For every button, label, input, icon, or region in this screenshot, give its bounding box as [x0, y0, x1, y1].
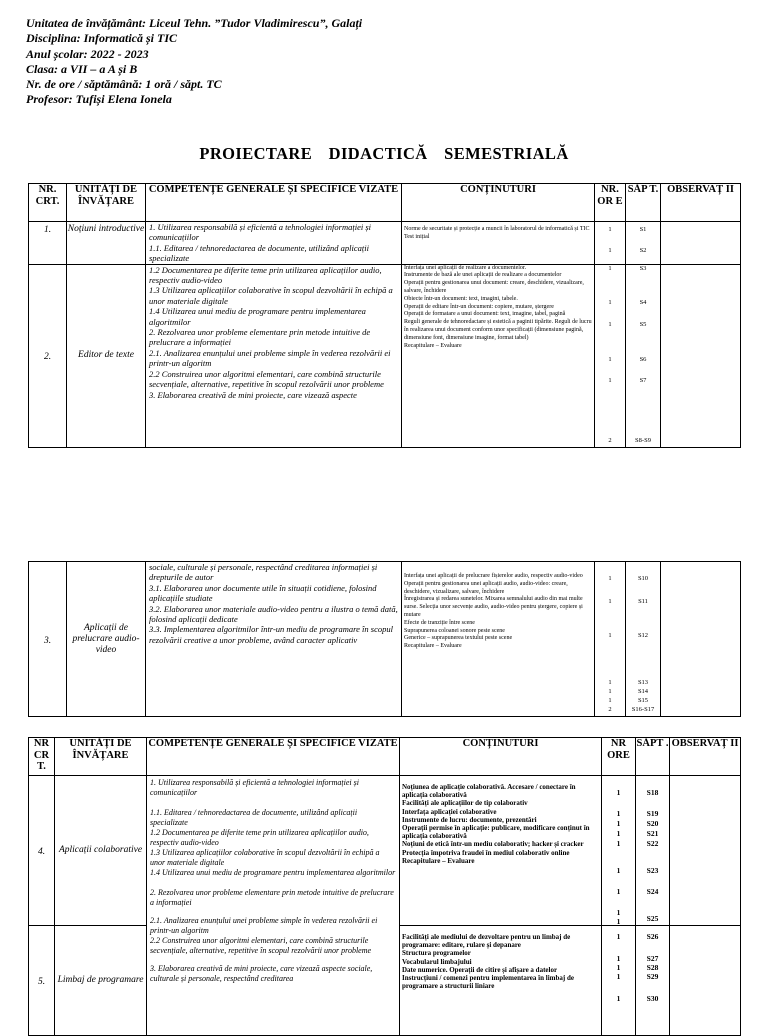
contents-cell [402, 562, 595, 717]
learning-unit: Aplicații de prelucrare audio-video [67, 562, 146, 717]
planning-table-3 [28, 737, 741, 1036]
column-header-hours: NR ORE [602, 738, 636, 776]
week-cell [636, 926, 670, 1036]
week-value: S10 [637, 575, 649, 582]
column-header-competences: COMPETENȚE GENERALE ȘI SPECIFICE VIZATE [147, 738, 400, 776]
table-row [29, 222, 741, 265]
content-item: Structura programelor [402, 949, 471, 958]
contents-cell [402, 222, 595, 265]
observations-cell [661, 222, 741, 265]
hours-value: 1 [608, 632, 612, 639]
competence-item: 1.3 Utilizarea aplicațiilor colaborative în scopul dezvoltării în echipă a unor materiale digitale [149, 285, 393, 306]
hours-value: 1 [608, 376, 612, 384]
content-item: Suprapunerea coloanei sonore peste scene [404, 627, 505, 634]
competence-item: 2.2 Construirea unor algoritmi elementari, care combină structurile secvențiale, alternative, repetitive în scopul rezolvării unor probleme [149, 368, 384, 390]
week-value: S19 [646, 809, 659, 818]
hours-value: 1 [616, 839, 621, 848]
week-value: S22 [646, 839, 659, 848]
content-item: Operații pentru gestionarea unei aplicații audio, audio-video: creare, deschidere, vizualizare, salvare, închidere [404, 580, 568, 595]
hours-value: 1 [608, 320, 612, 328]
competence-item: sociale, culturale și personale, respectând creditarea informației și drepturile de autor [149, 562, 378, 583]
week-value: S18 [646, 788, 659, 797]
column-header-contents: CONȚINUTURI [402, 184, 595, 222]
week-value: S1 [639, 226, 647, 233]
discipline-line: Disciplina: Informatică și TIC [26, 31, 178, 46]
table-row [29, 776, 741, 926]
observations-cell [661, 562, 741, 717]
table-row [29, 264, 741, 447]
table-row [29, 562, 741, 717]
week-value: S23 [646, 866, 659, 875]
content-item: Înregistrarea și redarea sunetelor. Mixarea semnalului audio din mai multe surse. Selecția unor secvențe audio, audio-video pentru ștergere, copiere și mutare [404, 596, 583, 618]
content-item: Recapitulare – Evaluare [404, 643, 462, 650]
content-item: Instrumente de bază ale unei aplicații de realizare a documentelor [404, 272, 562, 279]
column-header-unit: UNITĂȚI DE ÎNVĂȚARE [67, 184, 146, 222]
column-header-contents: CONȚINUTURI [400, 738, 602, 776]
content-item: Recapitulare – Evaluare [402, 856, 475, 865]
learning-unit: Aplicații colaborative [55, 776, 147, 926]
competences-cell [146, 562, 402, 717]
competences-cell [146, 222, 402, 265]
week-value: S4 [639, 298, 647, 306]
competence-item: 1.1. Editarea / tehnoredactarea de documente, utilizând aplicații specializate [150, 808, 358, 827]
contents-cell [400, 776, 602, 926]
hours-value: 1 [608, 575, 612, 582]
learning-unit: Limbaj de programare [55, 926, 147, 1036]
hours-line: Nr. de ore / săptămână: 1 oră / săpt. TC [26, 77, 222, 92]
hours-value: 1 [616, 887, 621, 896]
document-header [26, 16, 362, 108]
learning-unit: Editor de texte [67, 264, 146, 447]
school-line: Unitatea de învățământ: Liceul Tehn. ”Tudor Vladimirescu”, Galați [26, 16, 363, 30]
week-value: S24 [646, 887, 659, 896]
content-item: Facilități ale aplicațiilor de tip colaborativ [402, 799, 528, 808]
competence-item: 3. Elaborarea creativă de mini proiecte, care vizează aspecte sociale, culturale și personale, respectând creditarea [150, 964, 373, 983]
school-year-line: Anul școlar: 2022 - 2023 [26, 46, 149, 61]
row-number: 1. [29, 222, 67, 265]
week-value: S13 [637, 679, 649, 686]
hours-value: 1 [616, 963, 621, 972]
class-line: Clasa: a VII – a A și B [26, 61, 138, 76]
hours-value: 1 [616, 917, 621, 926]
competence-item: 2.1. Analizarea enunțului unei probleme simple în vederea rezolvării ei printr-un algoritm [149, 347, 391, 369]
week-value: S30 [646, 994, 659, 1003]
week-value: S5 [639, 320, 647, 328]
content-item: Operații de editare într-un document: copiere, mutare, ștergere [404, 303, 554, 310]
week-value: S27 [646, 954, 659, 963]
competence-item: 1.3 Utilizarea aplicațiilor colaborative în scopul dezvoltării în echipă a unor materiale digitale [150, 848, 380, 867]
row-number: 3. [29, 562, 67, 717]
column-header-hours: NR. OR E [595, 184, 626, 222]
competence-item: 1.1. Editarea / tehnoredactarea de documente, utilizând aplicații specializate [149, 242, 370, 264]
week-value: S15 [637, 697, 649, 704]
week-cell [626, 222, 661, 265]
competence-item: 2.2 Construirea unor algoritmi elementari, care combină structurile secvențiale, alternative, repetitive în scopul rezolvării unor probleme [150, 936, 372, 955]
content-item: Reguli generale de tehnoredactare și estetică a paginii tipărite. Reguli de lucru în realizarea unui document conform unor specificații (dimensiune pagină, dimensiune font, dimensiune imagine, format tabel) [404, 319, 592, 341]
table-header-row [29, 738, 741, 776]
week-value: S20 [646, 819, 659, 828]
learning-unit: Noțiuni introductive [67, 222, 146, 265]
week-value: S2 [639, 247, 647, 254]
hours-cell [602, 926, 636, 1036]
hours-value: 2 [608, 706, 612, 713]
hours-value: 1 [608, 298, 612, 306]
content-item: Operații permise în aplicație: publicare, modificare conținut în aplicația colaborativă [402, 824, 590, 841]
week-value: S29 [646, 972, 659, 981]
column-header-unit: UNITĂȚI DE ÎNVĂȚARE [55, 738, 147, 776]
column-header-competences: COMPETENȚE GENERALE ȘI SPECIFICE VIZATE [146, 184, 402, 222]
competence-item: 1.2 Documentarea pe diferite teme prin utilizarea aplicațiilor audio, respectiv audio-video [149, 264, 382, 286]
table-header-row [29, 184, 741, 222]
observations-cell [670, 776, 741, 926]
column-header-nr: NR. CRT. [29, 184, 67, 222]
content-item: Recapitulare – Evaluare [404, 342, 462, 349]
content-item: Date numerice. Operații de citire și afișare a datelor [402, 965, 558, 974]
competence-item: 1.4 Utilizarea unui mediu de programare pentru implementarea algoritmilor [149, 306, 366, 327]
column-header-nr: NR CR T. [29, 738, 55, 776]
content-item: Protecția împotriva fraudei în mediul colaborativ online [402, 848, 570, 857]
week-value: S28 [646, 963, 659, 972]
hours-value: 1 [616, 954, 621, 963]
hours-value: 1 [616, 866, 621, 875]
hours-value: 1 [616, 829, 621, 838]
competence-item: 1. Utilizarea responsabilă și eficientă a tehnologiei informației și comunicațiilor [150, 778, 359, 797]
content-item: Noțiunea de aplicație colaborativă. Accesare / conectare în aplicația colaborativă [402, 783, 576, 800]
content-item: Efecte de tranziție între scene [404, 619, 475, 626]
week-value: S3 [639, 264, 647, 272]
competences-cell [147, 776, 400, 1036]
hours-value: 1 [608, 247, 612, 254]
column-header-observations: OBSERVAȚ II [661, 184, 741, 222]
hours-value: 1 [616, 809, 621, 818]
hours-value: 1 [608, 264, 612, 272]
hours-value: 1 [608, 598, 612, 605]
content-item: Operații de formatare a unui document: text, imagine, tabel, pagină [404, 311, 566, 318]
hours-value: 2 [608, 436, 612, 444]
content-item: Noțiuni de etică într-un mediu colaborativ; hacker și cracker [402, 840, 584, 849]
planning-table-2 [28, 561, 741, 717]
row-number: 4. [29, 776, 55, 926]
column-header-week: SĂP T. [626, 184, 661, 222]
content-item: Interfața unei aplicații de prelucrare fișierelor audio, respectiv audio-video [404, 573, 583, 579]
observations-cell [670, 926, 741, 1036]
hours-value: 1 [616, 972, 621, 981]
column-header-observations: OBSERVAȚ II [670, 738, 741, 776]
content-item: Test inițial [404, 233, 430, 240]
week-value: S26 [646, 932, 659, 941]
content-item: Facilități ale mediului de dezvoltare pentru un limbaj de programare: editare, rulare și depanare [402, 933, 571, 950]
planning-table-1 [28, 183, 741, 448]
competence-item: 3.3. Implementarea algoritmilor într-un mediu de programare în scopul rezolvării creative a unor probleme, având caracter aplicativ [149, 624, 393, 645]
week-value: S21 [646, 829, 659, 838]
hours-cell [602, 776, 636, 926]
teacher-line: Profesor: Tufiși Elena Ionela [26, 92, 172, 107]
contents-cell [400, 926, 602, 1036]
hours-value: 1 [616, 932, 621, 941]
week-cell [626, 264, 661, 447]
competence-item: 2. Rezolvarea unor probleme elementare prin metode intuitive de prelucrare a informației [149, 327, 371, 348]
competences-cell [146, 264, 402, 447]
week-value: S11 [638, 598, 648, 605]
content-item: Obiecte într-un document: text, imagini, tabele. [404, 295, 518, 302]
hours-cell [595, 222, 626, 265]
hours-cell [595, 562, 626, 717]
content-item: Interfața aplicației colaborative [402, 807, 497, 816]
column-header-week: SĂPT . [636, 738, 670, 776]
week-value: S12 [637, 632, 649, 639]
hours-value: 1 [608, 688, 612, 695]
hours-value: 1 [608, 697, 612, 704]
hours-value: 1 [616, 994, 621, 1003]
content-item: Instrucțiuni / comenzi pentru implementarea în limbaj de programare a structurii liniare [402, 974, 574, 991]
competence-item: 3. Elaborarea creativă de mini proiecte, care vizează aspecte [149, 389, 357, 400]
content-item: Operații pentru gestionarea unui document: creare, deschidere, vizualizare, salvare, închidere [404, 280, 584, 295]
row-number: 5. [29, 926, 55, 1036]
competence-item: 1.4 Utilizarea unui mediu de programare pentru implementarea algoritmilor [150, 868, 396, 877]
content-item: Generice – suprapunerea textului peste scene [404, 635, 513, 642]
hours-cell [595, 264, 626, 447]
week-value: S8-S9 [635, 436, 651, 444]
hours-value: 1 [608, 355, 612, 363]
competence-item: 3.1. Elaborarea unor documente utile în situații cotidiene, folosind aplicațiile studiate [149, 582, 377, 604]
page-title: PROIECTARE DIDACTICĂ SEMESTRIALĂ [199, 144, 569, 163]
competence-item: 2.1. Analizarea enunțului unei probleme simple în vederea rezolvării ei printr-un algoritm [150, 916, 378, 935]
week-cell [636, 776, 670, 926]
hours-value: 1 [616, 908, 621, 917]
hours-value: 1 [608, 679, 612, 686]
content-item: Interfața unei aplicații de realizare a documentelor. [404, 264, 527, 271]
content-item: Vocabularul limbajului [402, 957, 472, 966]
competence-item: 3.2. Elaborarea unor materiale audio-video pentru a ilustra o temă dată, folosind aplicații dedicate [149, 603, 398, 625]
content-item: Instrumente de lucru: documente, prezentări [402, 815, 537, 824]
row-number: 2. [29, 264, 67, 447]
competence-item: 1. Utilizarea responsabilă și eficientă a tehnologiei informației și comunicațiilor [149, 222, 372, 243]
week-value: S14 [637, 688, 649, 695]
competence-item: 1.2 Documentarea pe diferite teme prin utilizarea aplicațiilor audio, respectiv audio-video [150, 828, 369, 847]
content-item: Norme de securitate și protecție a muncii în laboratorul de informatică și TIC [404, 226, 590, 232]
week-value: S16-S17 [631, 706, 655, 713]
week-value: S7 [639, 376, 647, 384]
week-value: S25 [646, 914, 659, 923]
observations-cell [661, 264, 741, 447]
competence-item: 2. Rezolvarea unor probleme elementare prin metode intuitive de prelucrare a informației [150, 888, 394, 907]
contents-cell [402, 264, 595, 447]
hours-value: 1 [616, 819, 621, 828]
week-value: S6 [639, 355, 647, 363]
hours-value: 1 [616, 788, 621, 797]
week-cell [626, 562, 661, 717]
hours-value: 1 [608, 226, 612, 233]
